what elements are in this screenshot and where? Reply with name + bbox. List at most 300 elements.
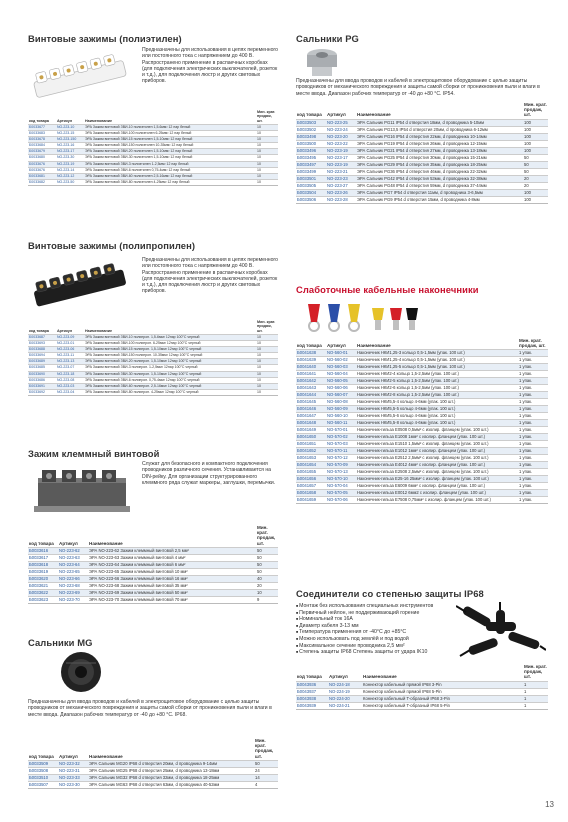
product-name: Наконечник НКИ2-6 кольцо 1,5-2,5мм (упак. 100 шт.) (357, 385, 459, 391)
black-terminal-strip-image (30, 258, 130, 318)
min-order-qty: 10 (257, 155, 261, 160)
table-row (28, 575, 278, 582)
product-name: Коннектор кабельный T-образный IP68 3-Pin (362, 695, 523, 702)
min-order-qty: 50 (524, 168, 529, 174)
article-number: NO-223-50 (57, 179, 75, 184)
table-row (296, 168, 548, 175)
min-order-qty: 10 (257, 179, 261, 184)
table-row (296, 140, 548, 147)
product-code: Б0043936 (296, 681, 328, 688)
min-order-qty: 10 (256, 125, 278, 131)
table-row (296, 420, 548, 427)
min-order-qty: 10 (256, 137, 278, 143)
col-qty: Мин. крат. продаж, шт. (524, 102, 547, 118)
feature-item: ■ Диаметр кабеля 3-13 мм (296, 623, 446, 630)
product-code: Б0041641 (297, 371, 317, 377)
table-row (28, 568, 278, 575)
article-number: NO-223-09 (56, 335, 84, 341)
min-order-qty: 1 (524, 702, 527, 708)
article-number: NO-560-10 (327, 413, 348, 419)
col-code: код товара (29, 753, 54, 759)
product-code: Б0033677 (28, 125, 56, 131)
min-order-qty: 1 (524, 688, 527, 694)
min-order-qty: 50 (254, 760, 278, 767)
table-row (296, 490, 548, 497)
article-number: NO-223-33 (58, 774, 88, 781)
article-number: NO-560-04 (327, 371, 348, 377)
product-code: Б0033499 (297, 168, 317, 174)
white-terminal-strip-image (30, 49, 130, 109)
min-order-qty: 10 (256, 149, 278, 155)
feature-item: ■ Степень защиты IP68 Степень защиты от удара IK10 (296, 649, 446, 656)
product-code: Б0033676 (28, 161, 56, 167)
product-code: Б0033688 (28, 347, 56, 353)
table-row (296, 427, 548, 434)
article-number: NO-223-150 (56, 137, 84, 143)
feature-item: ■ Монтаж без использования специальных инструментов (296, 603, 446, 610)
product-name: ЭРА Зажим винтовой ЗВИ-100 полиэтилен 6-25мм² 12 пар белый (85, 131, 192, 136)
product-name: ЭРА Зажим винтовой ЗВИ-150 полипроп. 10-35мм² 12пар 100°С черный (85, 353, 203, 358)
section-title: Зажим клеммный винтовой (28, 448, 160, 459)
article-number: NO-223-68 (59, 582, 80, 588)
article-number: NO-224-19 (329, 688, 350, 694)
product-code: Б0033681 (28, 173, 56, 179)
section-description: Предназначены для использования в цепях переменного или постоянного тока с напряжением до 400 В. Распространено применение в распаечных коробках (для подключения электрических выключателей, розеток и т.д.), для подключения люстр и других световых приборов. (142, 257, 278, 295)
article-number: NO-223-03 (56, 383, 84, 389)
product-name: ЭРА Сальник MG63 IP68 d отверстия 63мм, d проводника 40-52мм (89, 781, 220, 787)
product-code: Б0043938 (296, 695, 328, 702)
col-qty: Мин. крат. продаж, шт. (519, 338, 546, 349)
section-terminal-pe (28, 33, 278, 184)
product-code: Б0041640 (296, 364, 326, 371)
section-title: Соединители со степенью защиты IP68 (296, 588, 484, 599)
table-connectors (296, 664, 548, 710)
min-order-qty: 50 (256, 561, 278, 568)
min-order-qty: 1 упак. (518, 392, 548, 399)
product-name: Наконечник НКИ5,5-4 кольцо 4-6мм (упак. 100 шт.) (357, 399, 456, 405)
article-number: NO-223-30 (57, 155, 75, 160)
product-code: Б0033676 (29, 167, 45, 172)
product-code: Б0041647 (297, 413, 317, 419)
table-row (296, 147, 548, 154)
product-name: ЭРА Сальник PG11 IP54 d отверстия 18мм, d проводника 5-10мм (356, 119, 523, 126)
section-connectors (296, 588, 548, 708)
table-row (296, 133, 548, 140)
feature-item: ■ Температура применения от -40°С до +85°С (296, 629, 446, 636)
page-number: 13 (545, 800, 554, 809)
product-code: Б0033509 (28, 760, 58, 767)
min-order-qty: 1 упак. (519, 357, 533, 363)
min-order-qty: 1 упак. (518, 378, 548, 385)
article-number: NO-223-25 (326, 119, 356, 126)
product-code: Б0041659 (297, 497, 317, 503)
product-code: Б0033617 (29, 554, 49, 560)
product-code: Б0033620 (28, 575, 58, 582)
min-order-qty: 1 упак. (518, 462, 548, 469)
min-order-qty: 1 упак. (519, 469, 533, 475)
product-name: ЭРА Сальник PG21 IP54 d отверстия 27мм, d проводника 13-18мм (356, 147, 523, 154)
col-qty: Мин. крат. продаж, шт. (257, 525, 276, 546)
table-row (296, 371, 548, 378)
min-order-qty: 1 упак. (518, 490, 548, 497)
product-code: Б0033497 (296, 161, 326, 168)
product-name: Наконечник-гильза Е0508 0,5мм² с изолир. фланцем (упак. 100 шт.) (357, 427, 489, 433)
product-code: Б0033503 (296, 119, 326, 126)
article-number: NO-570-04 (327, 483, 348, 489)
product-name: ЭРА NO-223-70 Зажим клеммный винтовой 70 мм² (89, 596, 188, 602)
product-name: ЭРА Сальник MG32 IP68 d отверстия 32мм, d проводника 18-25мм (88, 774, 254, 781)
min-order-qty: 100 (524, 126, 531, 132)
col-qty: Мин. крат. продаж, шт. (524, 664, 547, 680)
product-name: Наконечник-гильза Е4012 4мм² с изолир. фланцем (упак. 100 шт.) (356, 462, 518, 469)
feature-item: ■ Первичный нейлон, не поддерживающий горение (296, 610, 446, 617)
connectors-image (456, 602, 546, 662)
table-row (296, 385, 548, 392)
article-number: NO-223-24 (327, 126, 348, 132)
product-name: ЭРА Зажим винтовой ЗВИ-10 полипроп. 1,5-6мм² 12пар 100°С черный (84, 335, 256, 341)
article-number: NO-223-21 (327, 168, 348, 174)
product-name: Наконечник-гильза Е6009 6мм² с изолир. фланцем (упак. 100 шт.) (357, 483, 486, 489)
product-code: Б0033500 (297, 140, 317, 146)
min-order-qty: 20 (524, 182, 529, 188)
table-row (296, 189, 548, 196)
table-row (296, 364, 548, 371)
din-terminal-block-image (32, 462, 132, 518)
min-order-qty: 10 (257, 353, 261, 358)
col-code: код товара (29, 540, 54, 546)
product-name: ЭРА Зажим винтовой ЗВИ-150 полиэтилен 10-35мм² 12 пар белый (85, 143, 194, 148)
product-code: Б0033680 (29, 155, 45, 160)
table-row (296, 448, 548, 455)
table-row (296, 483, 548, 490)
product-name: ЭРА Сальник PG29 IP54 d отверстия 35мм, d проводника 18-25мм (356, 161, 523, 168)
min-order-qty: 1 упак. (519, 427, 533, 433)
col-code: код товара (297, 674, 322, 680)
table-row (296, 378, 548, 385)
product-code: Б0033684 (29, 143, 45, 148)
article-number: NO-223-69 (58, 589, 88, 596)
product-name: ЭРА Зажим винтовой ЗВИ-60 полипроп. 2,5-16мм² 12пар 100°С черный (84, 383, 256, 389)
min-order-qty: 1 упак. (518, 476, 548, 483)
section-clamp (28, 448, 278, 602)
article-number: NO-223-17 (327, 154, 348, 160)
product-name: ЭРА Зажим винтовой ЗВИ-15 полипроп. 1,5-10мм² 12пар 100°С черный (84, 347, 256, 353)
col-code: код товара (297, 112, 322, 118)
min-order-qty: 10 (256, 161, 278, 167)
min-order-qty: 20 (523, 175, 548, 182)
min-order-qty: 10 (256, 335, 278, 341)
product-name: ЭРА NO-223-68 Зажим клеммный винтовой 35 мм² (89, 582, 188, 588)
min-order-qty: 100 (524, 140, 531, 146)
article-number: NO-223-28 (327, 196, 348, 202)
min-order-qty: 100 (523, 133, 548, 140)
product-name: Наконечник НКИ2-4 кольцо 1,5-2,5мм (упак. 100 шт.) (357, 371, 459, 377)
product-code: Б0041657 (297, 483, 317, 489)
section-description: Предназначены для использования в цепях переменного или постоянного тока с напряжением до 400 В. Распространено применение в распаечных коробках (для подключения электрических выключателей, розеток и т.д.), для подключения люстр и других световых приборов. (142, 47, 278, 85)
col-name: Наименование (85, 118, 113, 123)
article-number: NO-560-08 (327, 399, 348, 405)
product-code: Б0033682 (29, 179, 45, 184)
article-number: NO-560-02 (327, 357, 348, 363)
article-number: NO-570-11 (326, 448, 356, 455)
section-glands-mg (28, 637, 278, 787)
min-order-qty: 10 (256, 347, 278, 353)
table-terminal-pe (28, 110, 278, 186)
col-code: код товара (297, 343, 322, 349)
min-order-qty: 100 (524, 196, 531, 202)
pg-gland-image (302, 45, 342, 79)
product-code: Б0033687 (28, 335, 56, 341)
article-number: NO-223-08 (57, 377, 75, 382)
min-order-qty: 100 (523, 189, 548, 196)
table-row (28, 774, 278, 781)
product-code: Б0033510 (28, 774, 58, 781)
col-name: Наименование (357, 343, 391, 349)
col-name: Наименование (89, 753, 123, 759)
product-code: Б0033690 (28, 371, 56, 377)
product-name: ЭРА Зажим винтовой ЗВИ-80 полиэтилен 4-25мм² 12 пар белый (85, 179, 190, 184)
table-row (296, 476, 548, 483)
product-name: Наконечник-гильза Е2508 2,5мм² с изолир. фланцем (упак. 100 шт.) (357, 469, 489, 475)
min-order-qty: 50 (524, 154, 529, 160)
article-number: NO-223-19 (326, 161, 356, 168)
article-number: NO-224-21 (329, 702, 350, 708)
section-title: Винтовые зажимы (полипропилен) (28, 240, 196, 251)
product-code: Б0041652 (296, 448, 326, 455)
product-code: Б0041639 (297, 357, 317, 363)
table-row (28, 767, 278, 774)
product-code: Б0033686 (29, 377, 45, 382)
min-order-qty: 1 упак. (519, 497, 533, 503)
product-code: Б0041642 (296, 378, 326, 385)
section-title: Сальники PG (296, 33, 359, 44)
article-number: NO-223-30 (59, 781, 80, 787)
table-row (296, 681, 548, 688)
article-number: NO-223-13 (56, 359, 84, 365)
section-title: Слаботочные кабельные наконечники (296, 284, 479, 295)
product-code: Б0041644 (296, 392, 326, 399)
product-code: Б0033504 (296, 189, 326, 196)
min-order-qty: 1 (523, 695, 548, 702)
feature-item: ■ Можно использовать под землёй и под водой (296, 636, 446, 643)
product-code: Б0033689 (28, 359, 56, 365)
product-name: ЭРА NO-223-63 Зажим клеммный винтовой 4 мм² (89, 554, 186, 560)
article-number: NO-223-15 (57, 131, 75, 136)
table-glands-mg (28, 738, 278, 789)
product-name: Коннектор кабельный прямой IP68 3-Pin (362, 681, 523, 688)
table-row (28, 781, 278, 788)
feature-item: ■ Максимальное сечение проводника 2,5 мм² (296, 643, 446, 650)
article-number: NO-223-19 (56, 161, 84, 167)
product-name: Наконечник-гильза Е1008 1мм² с изолир. фланцем (упак. 100 шт.) (356, 434, 518, 441)
min-order-qty: 1 (523, 681, 548, 688)
product-code: Б0033507 (29, 781, 49, 787)
col-article: Артикул (59, 753, 78, 759)
article-number: NO-223-04 (57, 389, 75, 394)
table-row (296, 350, 548, 357)
feature-list (296, 603, 446, 656)
col-article: Артикул (57, 328, 73, 333)
table-row (28, 547, 278, 554)
col-article: Артикул (59, 540, 78, 546)
product-name: ЭРА Зажим винтовой ЗВИ-6 полиэтилен 0,75-4мм² 12 пар белый (85, 167, 191, 172)
min-order-qty: 10 (257, 143, 261, 148)
product-name: Наконечник НКИ1,25-3 кольцо 0,5-1,5мм (упак. 100 шт.) (356, 350, 518, 357)
article-number: NO-223-06 (56, 347, 84, 353)
table-row (296, 126, 548, 133)
product-code: Б0043939 (297, 702, 317, 708)
min-order-qty: 50 (523, 161, 548, 168)
table-row (28, 389, 278, 395)
min-order-qty: 14 (254, 774, 278, 781)
min-order-qty: 1 упак. (518, 364, 548, 371)
article-number: NO-223-01 (57, 341, 75, 346)
product-name: Наконечник-гильза Е1012 1мм² с изолир. фланцем (упак. 100 шт.) (356, 448, 518, 455)
table-row (296, 161, 548, 168)
min-order-qty: 1 упак. (519, 455, 533, 461)
table-row (296, 357, 548, 364)
min-order-qty: 1 упак. (519, 371, 533, 377)
table-row (296, 497, 548, 504)
col-code: код товара (29, 328, 49, 333)
article-number: NO-560-03 (326, 364, 356, 371)
min-order-qty: 10 (256, 589, 278, 596)
article-number: NO-570-03 (327, 441, 348, 447)
col-name: Наименование (85, 328, 113, 333)
min-order-qty: 100 (523, 147, 548, 154)
product-code: Б0033508 (29, 767, 49, 773)
min-order-qty: 40 (256, 575, 278, 582)
table-row (296, 175, 548, 182)
product-code: Б0033683 (29, 131, 45, 136)
table-row (296, 702, 548, 709)
product-name: Наконечник НКИ2-8 кольцо 1,5-2,5мм (упак. 100 шт.) (356, 392, 518, 399)
min-order-qty: 10 (257, 377, 261, 382)
table-row (296, 399, 548, 406)
article-number: NO-570-12 (327, 455, 348, 461)
article-number: NO-223-20 (326, 133, 356, 140)
article-number: NO-223-10 (56, 125, 84, 131)
min-order-qty: 50 (256, 547, 278, 554)
mg-gland-image (58, 649, 104, 695)
article-number: NO-223-64 (58, 561, 88, 568)
product-code: Б0033505 (297, 182, 317, 188)
product-code: Б0043937 (297, 688, 317, 694)
product-code: Б0041646 (296, 406, 326, 413)
product-code: Б0033692 (29, 389, 45, 394)
min-order-qty: 10 (257, 365, 261, 370)
section-lugs (296, 284, 548, 503)
section-glands-pg (296, 33, 548, 202)
product-name: Наконечник НКИ5,5-5 кольцо 4-6мм (упак. 100 шт.) (356, 406, 518, 413)
product-code: Б0033691 (28, 383, 56, 389)
table-terminal-pp (28, 320, 278, 396)
article-number: NO-560-06 (327, 385, 348, 391)
table-row (296, 469, 548, 476)
article-number: NO-223-18 (56, 371, 84, 377)
article-number: NO-224-20 (328, 695, 362, 702)
col-name: Наименование (363, 674, 397, 680)
article-number: NO-223-26 (326, 189, 356, 196)
col-code: код товара (29, 118, 49, 123)
table-row (296, 413, 548, 420)
article-number: NO-223-63 (59, 554, 80, 560)
product-name: ЭРА Сальник PG19 IP54 d отверстия 26мм, d проводника 12-15мм (357, 140, 487, 146)
feature-item: ■ Номинальный ток 16А (296, 616, 446, 623)
section-description: Предназначены для ввода проводов и кабелей в электрощитовое оборудование с целью защиты проводников от механического повреждения и защиты самой сборки от проникновения пыли и влаги в месте ввода. Диапазон рабочих температур от -40 до +80 °С. IP68. (28, 699, 272, 718)
article-number: NO-560-09 (326, 406, 356, 413)
table-clamp (28, 525, 278, 604)
product-name: Наконечник-гильза Е1510 1,5мм² с изолир. фланцем (упак. 100 шт.) (357, 441, 489, 447)
table-row (296, 392, 548, 399)
min-order-qty: 1 упак. (518, 434, 548, 441)
product-code: Б0033498 (296, 133, 326, 140)
product-code: Б0041656 (296, 476, 326, 483)
cable-lugs-image (302, 300, 422, 334)
product-name: ЭРА Зажим винтовой ЗВИ-3 полипроп. 1-2,5мм² 12пар 100°С черный (85, 365, 198, 370)
product-name: ЭРА Зажим винтовой ЗВИ-30 полиэтилен 1,5-10мм² 12 пар белый (85, 155, 193, 160)
product-code: Б0033496 (296, 147, 326, 154)
min-order-qty: 9 (257, 596, 260, 602)
table-row (296, 434, 548, 441)
article-number: NO-223-16 (57, 143, 75, 148)
article-number: NO-560-01 (326, 350, 356, 357)
product-name: Наконечник НКИ1,25-4 кольцо 0,5-1,5мм (упак. 100 шт.) (357, 357, 465, 363)
article-number: NO-570-01 (327, 427, 348, 433)
product-name: ЭРА Зажим винтовой ЗВИ-6 полипроп. 0,75-4мм² 12пар 100°С черный (85, 377, 200, 382)
product-name: ЭРА Зажим винтовой ЗВИ-30 полипроп. 1,5-10мм² 12пар 100°С черный (84, 371, 256, 377)
product-code: Б0033506 (297, 196, 317, 202)
article-number: NO-570-02 (326, 434, 356, 441)
min-order-qty: 10 (257, 341, 261, 346)
min-order-qty: 10 (256, 173, 278, 179)
article-number: NO-223-31 (59, 767, 80, 773)
table-row (296, 154, 548, 161)
product-name: Коннектор кабельный прямой IP68 5-Pin (363, 688, 442, 694)
col-name: Наименование (357, 112, 391, 118)
table-row (296, 462, 548, 469)
product-name: ЭРА NO-223-65 Зажим клеммный винтовой 10 мм² (89, 568, 188, 574)
section-description: Предназначены для ввода проводов и кабелей в электрощитовое оборудование с целью защиты проводников от механического повреждения и защиты самой сборки от проникновения пыли и влаги в месте ввода. Диапазон рабочих температур от -40 до +80 °С. IP54. (296, 78, 540, 97)
product-code: Б0033623 (29, 596, 49, 602)
article-number: NO-560-11 (326, 420, 356, 427)
product-name: ЭРА Зажим винтовой ЗВИ-80 полипроп. 4-25мм² 12пар 100°С черный (85, 389, 199, 394)
product-code: Б0041643 (297, 385, 317, 391)
table-row (296, 119, 548, 126)
product-name: ЭРА Зажим винтовой ЗВИ-60 полиэтилен 2,5-16мм² 12 пар белый (84, 173, 256, 179)
table-row (28, 179, 278, 185)
min-order-qty: 10 (257, 131, 261, 136)
article-number: NO-224-18 (328, 681, 362, 688)
article-number: NO-560-05 (326, 378, 356, 385)
product-code: Б0041653 (297, 455, 317, 461)
table-row (28, 561, 278, 568)
product-code: Б0041658 (296, 490, 326, 497)
table-row (296, 406, 548, 413)
product-code: Б0033502 (297, 126, 317, 132)
table-row (28, 596, 278, 603)
col-article: Артикул (57, 118, 73, 123)
product-code: Б0033622 (28, 589, 58, 596)
article-number: NO-223-14 (57, 167, 75, 172)
min-order-qty: 1 упак. (519, 441, 533, 447)
min-order-qty: 1 упак. (518, 406, 548, 413)
min-order-qty: 10 (257, 389, 261, 394)
section-description: Служат для безопасного и компактного подключения проводников различного сечения. Устанавливается на DIN-рейку. Для организации структурированного клеммного ряда служат маркеры, заглушки, перемычки. (142, 461, 276, 486)
product-code: Б0033495 (297, 154, 317, 160)
article-number: NO-223-70 (59, 596, 80, 602)
product-name: ЭРА Зажим винтовой ЗВИ-15 полиэтилен 1,5-10мм² 12 пар белый (84, 137, 256, 143)
